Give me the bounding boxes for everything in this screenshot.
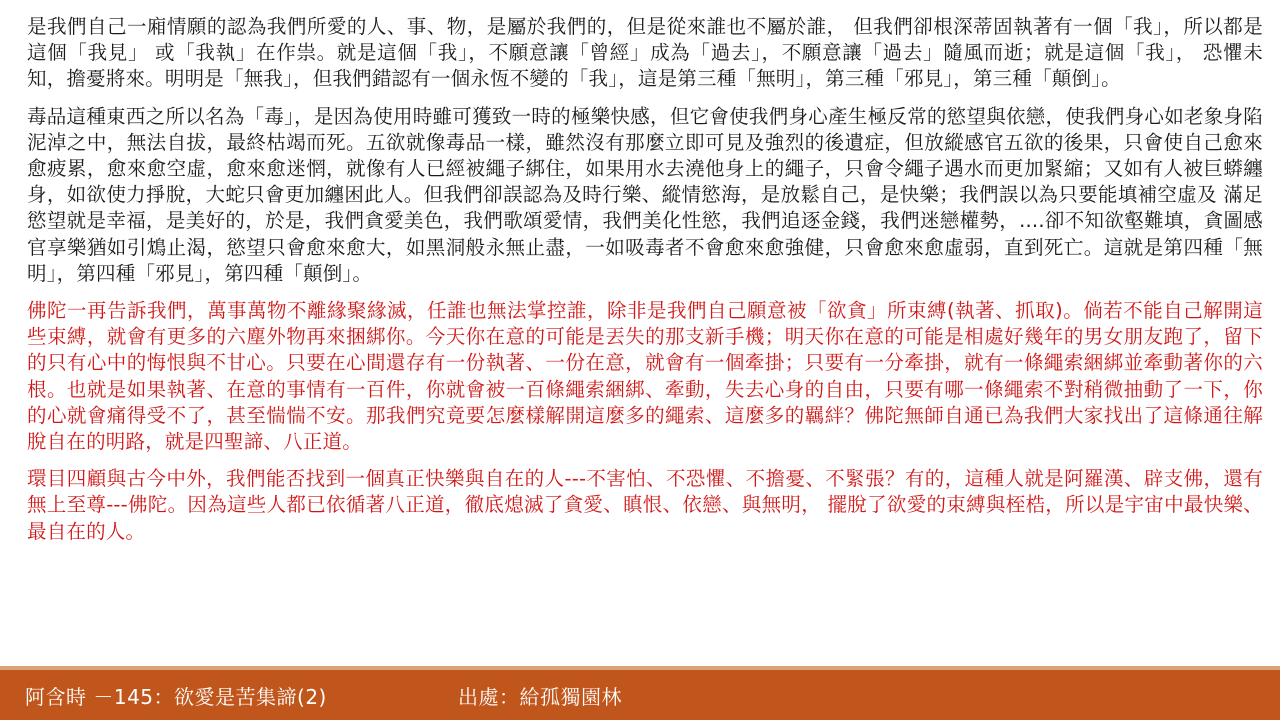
- text-body: [27, 14, 1263, 668]
- paragraph-buddha-teaching: 佛陀一再告訴我們，萬事萬物不離緣聚緣滅，任誰也無法掌控誰，除非是我們自己願意被「欲貪」所束縛(執著、抓取)。倘若不能自己解開這些束縛，就會有更多的六塵外物再來捆綁你。今天你在意的可能是丟失的那支新手機；明天你在意的可能是相處好幾年的男女朋友跑了，留下的只有心中的悔恨與不甘心。只要在心間還存有一份執著、一份在意，就會有一個牽掛；只要有一分牽掛，就有一條繩索綑綁並牽動著你的六根。也就是如果執著、在意的事情有一百件，你就會被一百條繩索綑綁、牽動，失去心身的自由，只要有哪一條繩索不對稍微抽動了一下，你的心就會痛得受不了，甚至惴惴不安。那我們究竟要怎麼樣解開這麼多的繩索、這麼多的羈絆？佛陀無師自通已為我們大家找出了這條通往解脫自在的明路，就是四聖諦、八正道。: [27, 299, 1263, 454]
- paragraph-happiest-beings: 環目四顧與古今中外，我們能否找到一個真正快樂與自在的人---不害怕、不恐懼、不擔憂、不緊張？有的，這種人就是阿羅漢、辟支佛，還有無上至尊---佛陀。因為這些人都已依循著八正道，徹底熄滅了貪愛、瞋恨、依戀、與無明， 擺脫了欲愛的束縛與桎梏，所以是宇宙中最快樂、最自在的人。: [27, 467, 1263, 543]
- footer-bar: [0, 666, 1280, 720]
- paragraph-fourth-ignorance: 毒品這種東西之所以名為「毒」，是因為使用時雖可獲致一時的極樂快感，但它會使我們身心產生極反常的慾望與依戀，使我們身心如老象身陷泥淖之中，無法自拔，最終枯竭而死。五欲就像毒品一樣，雖然沒有那麼立即可見及強烈的後遺症，但放縱感官五欲的後果，只會使自己愈來愈疲累，愈來愈空虛，愈來愈迷惘，就像有人已經被繩子綁住，如果用水去澆他身上的繩子，只會令繩子遇水而更加緊縮；又如有人被巨蟒纏身，如欲使力掙脫，大蛇只會更加纏困此人。但我們卻誤認為及時行樂、縱情慾海，是放鬆自己，是快樂；我們誤以為只要能填補空虛及 滿足慾望就是幸福，是美好的，於是，我們貪愛美色，我們歌頌愛情，我們美化性慾，我們追逐金錢，我們迷戀權勢，....卻不知欲壑難填，貪圖感官享樂猶如引鴆止渴，慾望只會愈來愈大，如黑洞般永無止盡，一如吸毒者不會愈來愈強健，只會愈來愈虛弱，直到死亡。這就是第四種「無明」，第四種「邪見」，第四種「顛倒」。: [27, 104, 1263, 285]
- paragraph-third-ignorance: 是我們自己一廂情願的認為我們所愛的人、事、物，是屬於我們的，但是從來誰也不屬於誰， 但我們卻根深蒂固執著有一個「我」，所以都是這個「我見」 或「我執」在作祟。就是這個「我」，不願意讓「曾經」成為「過去」，不願意讓「過去」隨風而逝；就是這個「我」， 恐懼未知，擔憂將來。明明是「無我」，但我們錯認有一個永恆不變的「我」，這是第三種「無明」，第三種「邪見」，第三種「顛倒」。: [27, 15, 1263, 91]
- footer-source: 出處：給孤獨園林: [458, 685, 622, 709]
- footer-title: 阿含時 －145：欲愛是苦集諦(2): [25, 685, 327, 709]
